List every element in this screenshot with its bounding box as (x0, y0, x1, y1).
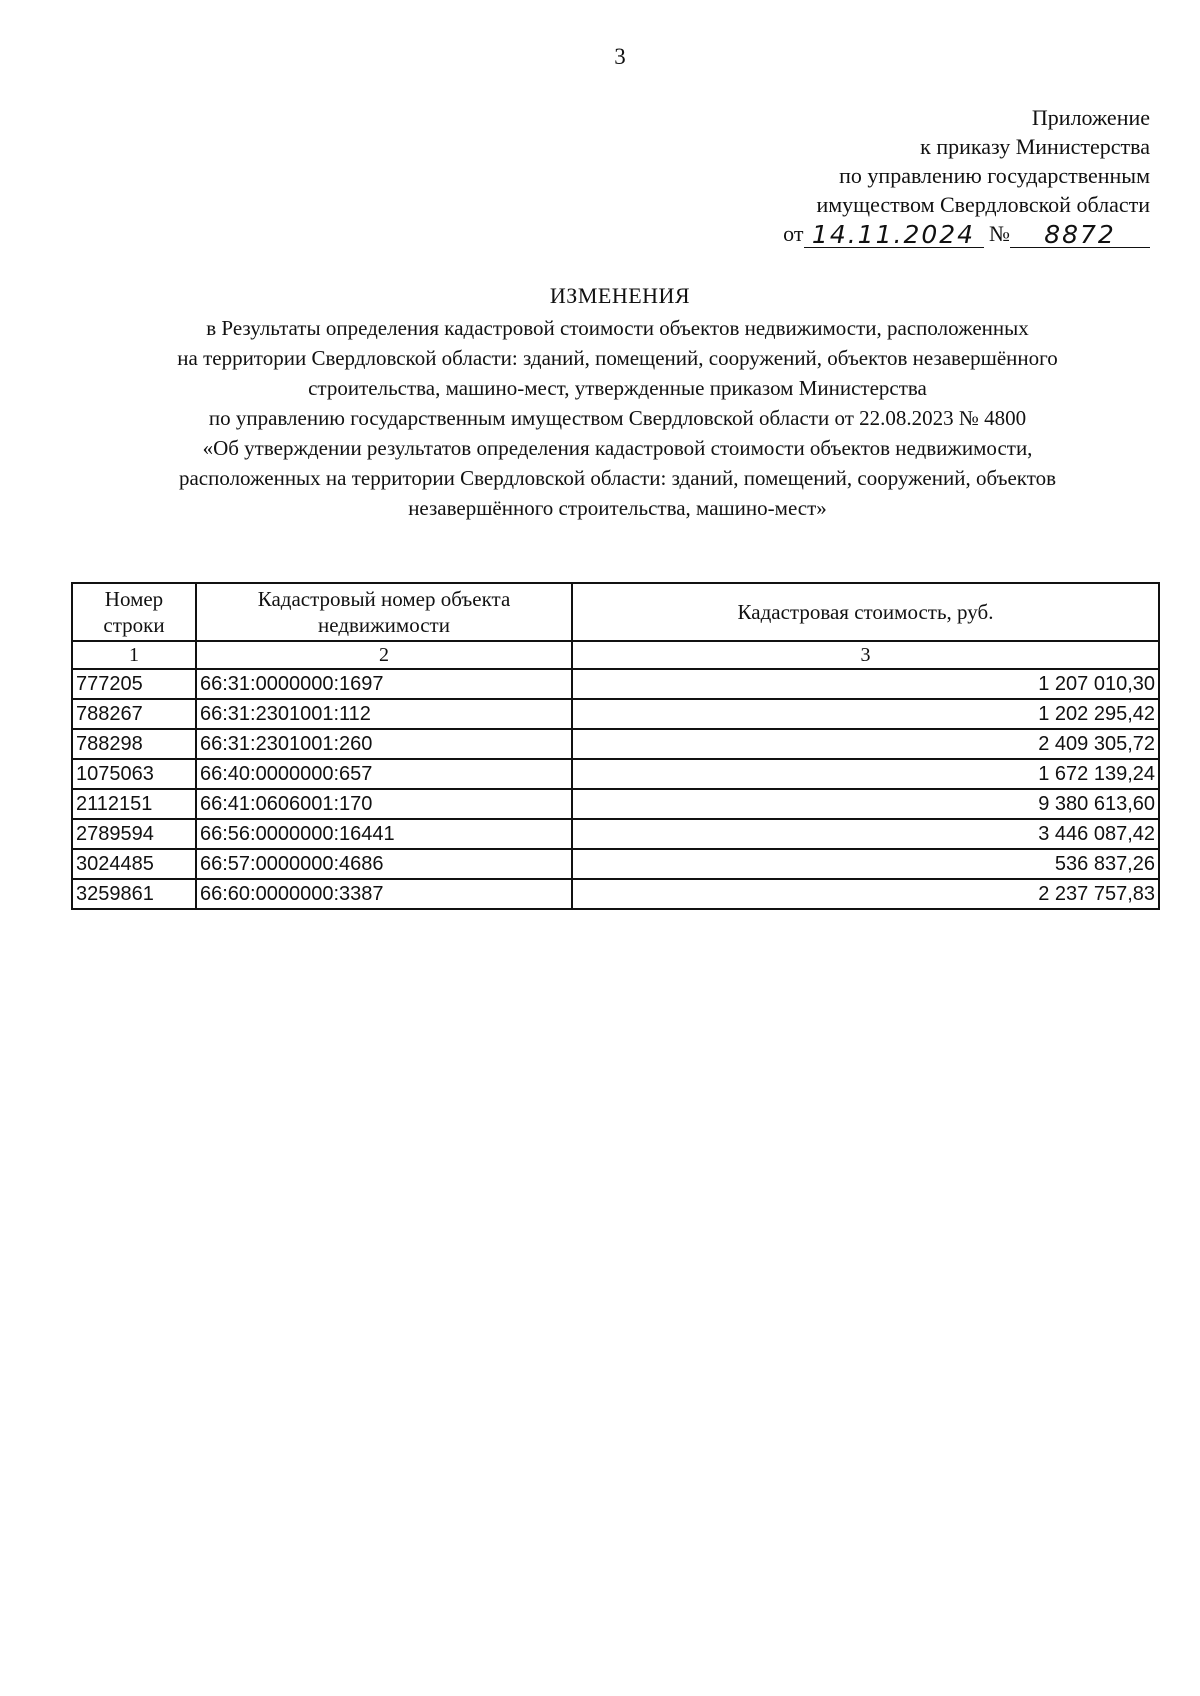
document-subtitle (95, 313, 1140, 523)
row-number-cell: 777205 (72, 669, 196, 699)
column-number: 2 (196, 641, 572, 669)
header-cadastral-number (196, 583, 572, 641)
subtitle-line: по управлению государственным имуществом Свердловской области от 22.08.2023 № 4800 (208, 406, 1027, 430)
table-row (72, 669, 1159, 699)
cadastral-number-cell: 66:41:0606001:170 (196, 789, 572, 819)
row-number-cell: 2112151 (72, 789, 196, 819)
table-row (72, 729, 1159, 759)
header-row-number-line1: Номер (104, 587, 164, 611)
row-number-cell: 3024485 (72, 849, 196, 879)
column-number: 1 (72, 641, 196, 669)
cadastral-number-cell: 66:31:2301001:112 (196, 699, 572, 729)
cadastral-number-cell: 66:40:0000000:657 (196, 759, 572, 789)
column-number: 3 (572, 641, 1159, 669)
row-number-cell: 788298 (72, 729, 196, 759)
column-number-row (72, 641, 1159, 669)
cadastral-number-cell: 66:56:0000000:16441 (196, 819, 572, 849)
row-number-cell: 3259861 (72, 879, 196, 909)
table-row (72, 789, 1159, 819)
table-row (72, 819, 1159, 849)
table-row (72, 879, 1159, 909)
cadastral-value-cell: 536 837,26 (572, 849, 1159, 879)
subtitle-line: на территории Свердловской области: зданий, помещений, сооружений, объектов незавершённого (177, 346, 1058, 370)
subtitle-line: расположенных на территории Свердловской области: зданий, помещений, сооружений, объектов (178, 466, 1057, 490)
subtitle-line: «Об утверждении результатов определения кадастровой стоимости объектов недвижимости, (202, 436, 1033, 460)
table-header-row (72, 583, 1159, 641)
table-row (72, 699, 1159, 729)
cadastral-number-cell: 66:57:0000000:4686 (196, 849, 572, 879)
cadastral-number-cell: 66:31:2301001:260 (196, 729, 572, 759)
table-row (72, 849, 1159, 879)
appendix-line: имуществом Свердловской области (816, 192, 1150, 217)
cadastral-value-cell: 1 207 010,30 (572, 669, 1159, 699)
handwritten-date: 14.11.2024 (804, 223, 984, 248)
appendix-title: Приложение (1031, 105, 1150, 130)
cadastral-value-cell: 2 409 305,72 (572, 729, 1159, 759)
header-row-number-line2: строки (103, 613, 165, 637)
handwritten-number: 8872 (1010, 223, 1150, 248)
cadastral-value-table (71, 582, 1160, 910)
appendix-block (783, 103, 1150, 248)
cadastral-value-cell: 1 672 139,24 (572, 759, 1159, 789)
cadastral-value-cell: 9 380 613,60 (572, 789, 1159, 819)
page-number: 3 (614, 44, 626, 69)
cadastral-number-cell: 66:31:0000000:1697 (196, 669, 572, 699)
subtitle-line: незавершённого строительства, машино-мест» (408, 496, 827, 520)
cadastral-value-cell: 2 237 757,83 (572, 879, 1159, 909)
header-cadastral-line2: недвижимости (318, 613, 450, 637)
subtitle-line: строительства, машино-мест, утвержденные приказом Министерства (308, 376, 927, 400)
cadastral-value-cell: 3 446 087,42 (572, 819, 1159, 849)
appendix-line: к приказу Министерства (920, 134, 1150, 159)
row-number-cell: 2789594 (72, 819, 196, 849)
date-prefix: от (783, 221, 804, 246)
header-cadastral-value: Кадастровая стоимость, руб. (572, 583, 1159, 641)
header-cadastral-line1: Кадастровый номер объекта (257, 587, 511, 611)
row-number-cell: 1075063 (72, 759, 196, 789)
table-row (72, 759, 1159, 789)
subtitle-line: в Результаты определения кадастровой стоимости объектов недвижимости, расположенных (206, 316, 1029, 340)
document-heading: ИЗМЕНЕНИЯ (549, 283, 691, 308)
cadastral-value-cell: 1 202 295,42 (572, 699, 1159, 729)
header-row-number (72, 583, 196, 641)
order-date-number-line (783, 219, 1150, 248)
appendix-line: по управлению государственным (839, 163, 1150, 188)
cadastral-number-cell: 66:60:0000000:3387 (196, 879, 572, 909)
number-prefix: № (989, 221, 1010, 246)
row-number-cell: 788267 (72, 699, 196, 729)
